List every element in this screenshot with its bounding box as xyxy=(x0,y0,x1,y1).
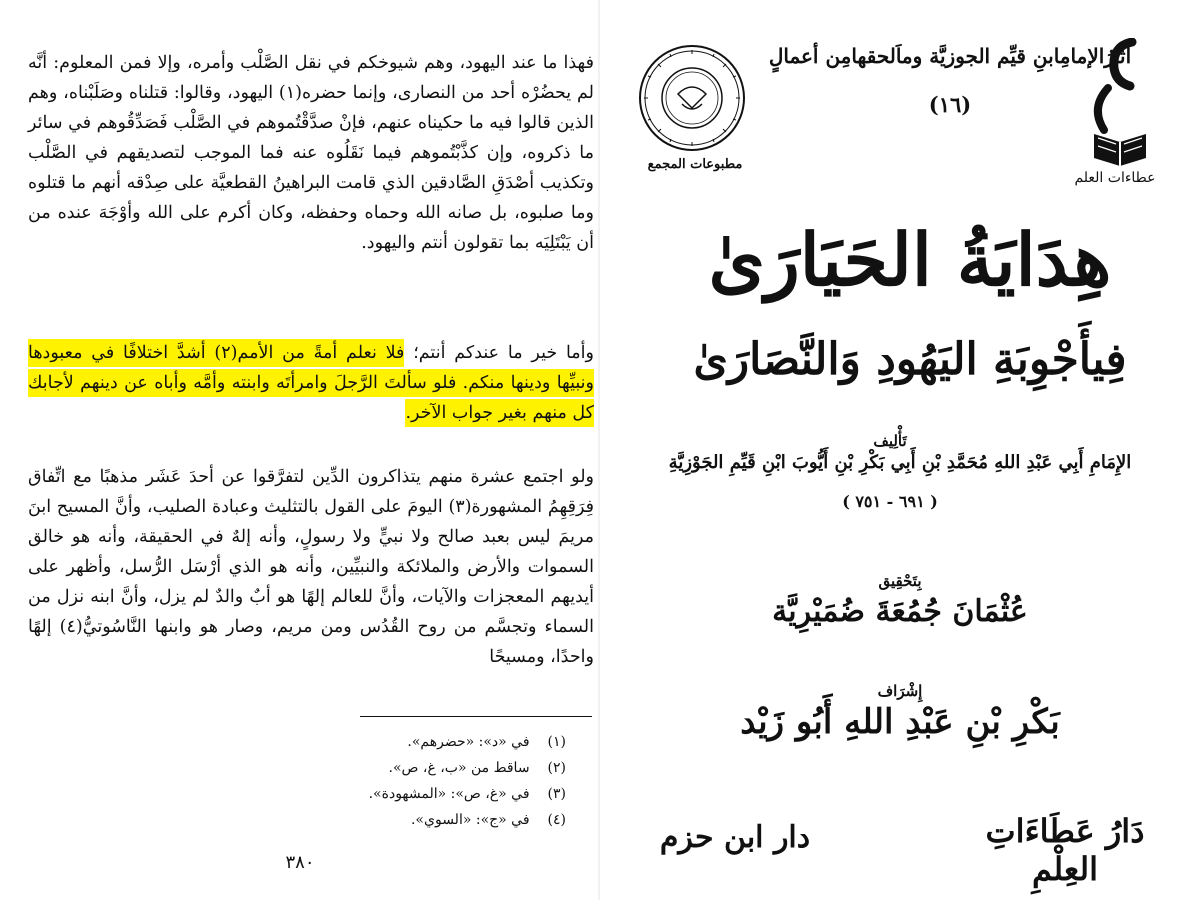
book-title: هِدَايَةُ الحَيَارَىٰ xyxy=(708,217,1112,302)
footnote-text: في «غ، ص»: «المشهودة». xyxy=(368,786,530,802)
supervised-by-label: إِشْرَاف xyxy=(877,682,923,700)
series-title: آثارُالإمامِابنِ قيِّم الجوزيَّة وماَلحقهامِن أعمالٍ xyxy=(768,44,1132,68)
authored-by-label: تَأْلِيف xyxy=(873,432,907,450)
publisher-name-2: دار ابن حزم xyxy=(659,820,811,855)
footnote-number: (١) xyxy=(547,734,566,750)
paragraph-2 xyxy=(28,338,594,428)
book-logo-icon xyxy=(1080,38,1160,168)
book-subtitle: فِيأَجْوِبَةِ اليَهُودِ وَالنَّصَارَىٰ xyxy=(693,334,1127,385)
academy-seal xyxy=(636,42,748,158)
footnote-4 xyxy=(300,808,566,832)
logo-caption: عطاءات العلم xyxy=(1074,170,1156,186)
seal-icon xyxy=(636,42,748,154)
paragraph-1 xyxy=(28,48,594,258)
publisher-name-1: دَارُ عَطَاءَاتِ العِلْمِ xyxy=(985,812,1145,888)
paragraph-3-text: ولو اجتمع عشرة منهم يتذاكرون الدِّين لتفرَّقوا عن أحدَ عَشَر مذهبًا مع اتِّفاق فِرَقِهِمُ المشهورة(٣) اليومَ على القول بالتثليث وعبادة الصليب، وأنَّ المسيح ابنَ مريمَ ليس بعبد صالح ولا نبيٍّ ولا رسولٍ، وأنه إلهٌ في الحقيقة، وأنه هو خالق السموات والأرض والملائكة والنبيِّين، وأنه هو الذي أرْسَل الرُّسل، وأظهر على أيديهم المعجزات والآيات، وأنَّ للعالم إلهًا هو أبٌ والدٌ لم يزل، وأنَّ ابنه نزل من السماء وتجسَّم من روح القُدُس ومن مريم، وصار هو وابنها النَّاسُوتيُّ(٤) إلهًا واحدًا، ومسيحًا xyxy=(28,467,595,667)
footnote-text: ساقط من «ب، غ، ص». xyxy=(388,760,530,776)
footnote-number: (٣) xyxy=(547,786,566,802)
footnote-separator xyxy=(360,716,592,717)
edited-by-label: بِتَحْقِيق xyxy=(878,572,922,590)
footnote-number: (٤) xyxy=(547,812,566,828)
footnote-text: في «د»: «حضرهم». xyxy=(407,734,530,750)
highlighted-passage: فلا نعلم أمةً من الأمم(٢) أشدَّ اختلافًا في معبودها ونبيِّها ودينها منكم. فلو سألتَ الرَّجلَ وامرأتَه وابنته وأمَّه وأباه عن دينهم لأجابك كل منهم بغير جواب الآخر. xyxy=(28,339,594,427)
publisher-logo xyxy=(1080,38,1160,172)
paragraph-1-text: فهذا ما عند اليهود، وهم شيوخكم في نقل الصَّلْب وأمره، وإلا فمن المعلوم: أنَّه لم يحضُرْه أحد من النصارى، وإنما حضره(١) اليهود، وقالوا: قتلناه وصَلَبْناه، وهم الذين قالوا فيه ما حكيناه عنهم، فإنْ صدَّقْتُموهم في الصَّلْب فَصَدِّقُوهم في سائر ما ذكروه، وإن كذَّبْتُموهم فيما نَقَلُوه عنه فما الموجب لتصديقهم في الصَّلْب وتكذيب أصْدَقِ الصَّادقين الذي قامت البراهينُ القطعيَّة على صِدْقه أنهم ما قتلوه وما صلبوه، بل صانه الله وحماه وحفظه، وكان أكرم على الله وأوْجَهَ عنده من أن يَبْتَلِيَه بما تقولون أنتم واليهود. xyxy=(28,53,594,253)
footnote-3 xyxy=(300,782,566,806)
paragraph-3 xyxy=(28,462,594,672)
author-dates: ( ٦٩١ - ٧٥١ ) xyxy=(842,492,938,511)
footnote-text: في «ج»: «السوي». xyxy=(410,812,530,828)
page-number: ٣٨٠ xyxy=(285,852,315,873)
author-name: الإِمَامِ أَبِي عَبْدِ اللهِ مُحَمَّدِ بْنِ أَبِي بَكْرِ بْنِ أَيُّوبَ ابْنِ قَيِّمِ الجَوْزِيَّةِ xyxy=(668,452,1132,473)
editor-name: عُثْمَانَ جُمُعَةَ ضُمَيْرِيَّة xyxy=(772,594,1028,629)
right-page-title xyxy=(600,0,1200,900)
footnote-2 xyxy=(300,756,566,780)
volume-number: (١٦) xyxy=(928,92,972,117)
footnote-1 xyxy=(300,730,566,754)
paragraph-2-intro: وأما خير ما عندكم أنتم؛ xyxy=(413,343,594,363)
footnote-number: (٢) xyxy=(547,760,566,776)
seal-caption: مطبوعات المجمع xyxy=(647,157,743,172)
supervisor-name: بَكْرِ بْنِ عَبْدِ اللهِ أَبُو زَيْد xyxy=(740,702,1060,742)
